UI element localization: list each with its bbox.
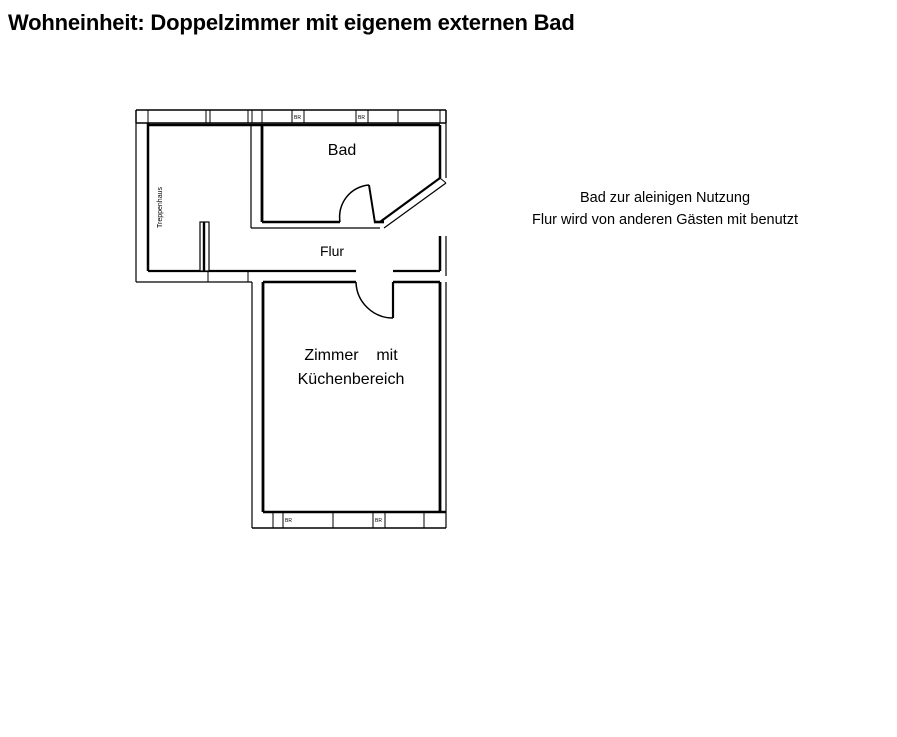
window-mark-bottom-left: BR bbox=[285, 518, 292, 524]
note-bath-usage: Bad zur aleinigen Nutzung bbox=[579, 190, 751, 206]
bath-door bbox=[340, 185, 375, 223]
note-hallway-usage: Flur wird von anderen Gästen mit benutzt bbox=[532, 212, 798, 228]
bath-walls bbox=[148, 123, 446, 228]
room-label-line2: Küchenbereich bbox=[297, 371, 405, 388]
hallway-walls bbox=[252, 236, 446, 276]
window-mark-bottom-right: BR bbox=[375, 518, 382, 524]
page-title: Wohneinheit: Doppelzimmer mit eigenem externen Bad bbox=[8, 10, 575, 35]
room-label-line1: Zimmer mit bbox=[304, 347, 398, 364]
room-walls bbox=[252, 282, 446, 528]
window-mark-top-right: BR bbox=[358, 115, 365, 121]
stairwell-label: Treppenhaus bbox=[157, 187, 164, 228]
bath-label: Bad bbox=[327, 142, 357, 159]
room-door bbox=[356, 282, 393, 318]
stairwell-walls bbox=[136, 123, 252, 282]
top-window-band bbox=[136, 110, 446, 123]
hallway-label: Flur bbox=[319, 243, 345, 259]
window-mark-top-left: BR bbox=[294, 115, 301, 121]
bottom-window-band bbox=[252, 512, 446, 528]
